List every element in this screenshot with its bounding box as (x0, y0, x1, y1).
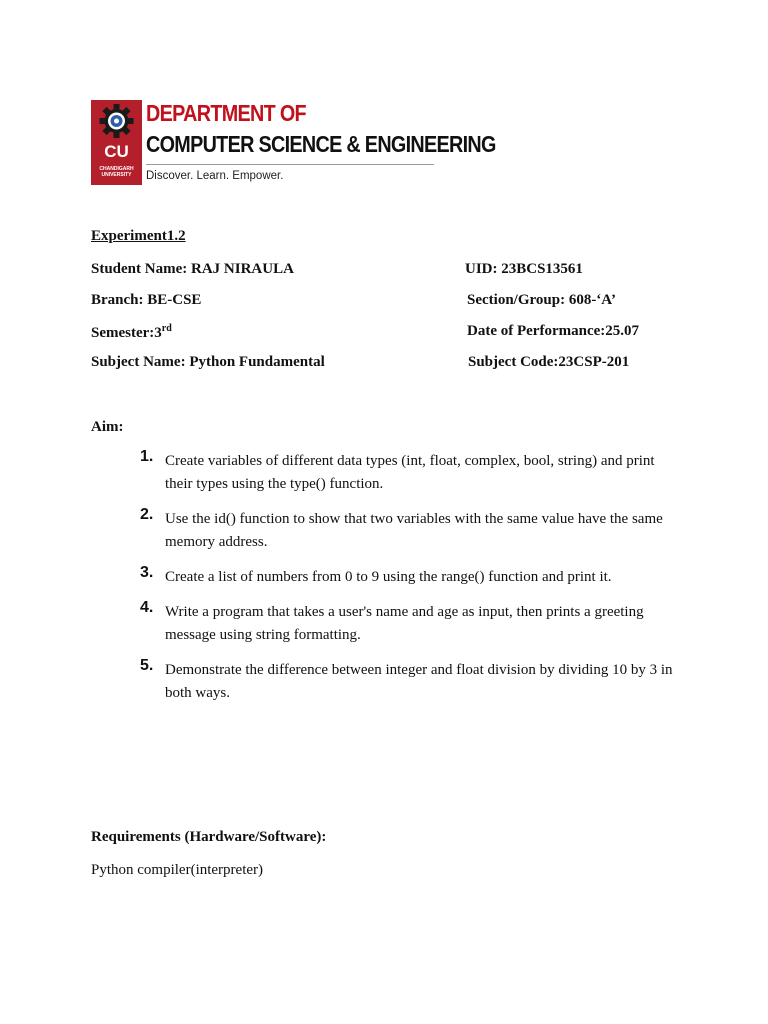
requirements-text: Python compiler(interpreter) (91, 862, 264, 878)
semester (91, 323, 172, 342)
aim-text: Write a program that takes a user's name and age as input, then prints a greeting message using string formatting. (165, 604, 644, 643)
branch: Branch: BE-CSE (91, 292, 202, 308)
section-group: Section/Group: 608-‘A’ (467, 292, 617, 308)
header-divider (146, 164, 434, 165)
aim-item-2 (140, 508, 700, 554)
aim-number: 1. (140, 448, 154, 465)
date-of-performance: Date of Performance:25.07 (467, 323, 640, 339)
aim-number: 4. (140, 599, 154, 616)
semester-suffix: rd (161, 323, 172, 334)
aim-text: Create a list of numbers from 0 to 9 using the range() function and print it. (165, 569, 612, 585)
aim-number: 5. (140, 657, 154, 674)
student-name: Student Name: RAJ NIRAULA (91, 261, 294, 277)
aim-item-4 (140, 601, 700, 647)
subject-code: Subject Code:23CSP-201 (468, 354, 630, 370)
department-header (91, 100, 496, 186)
aim-item-1 (140, 450, 700, 496)
aim-text: Use the id() function to show that two variables with the same value have the same memory address. (165, 511, 663, 550)
semester-value: Semester:3 (91, 325, 162, 341)
requirements-heading: Requirements (Hardware/Software): (91, 829, 327, 845)
gear-emblem-icon (91, 100, 142, 144)
subject-name: Subject Name: Python Fundamental (91, 354, 325, 370)
student-uid: UID: 23BCS13561 (465, 261, 583, 277)
aim-text: Demonstrate the difference between integer and float division by dividing 10 by 3 in both ways. (165, 662, 673, 701)
logo-university-text: CHANDIGARH UNIVERSITY (99, 166, 134, 178)
aim-item-5 (140, 659, 700, 705)
aim-heading: Aim: (91, 419, 124, 435)
department-title-line1: DEPARTMENT OF (146, 100, 306, 126)
logo-cu-text: CU (104, 142, 129, 161)
experiment-title: Experiment1.2 (91, 228, 186, 244)
aim-number: 2. (140, 506, 154, 523)
aim-list (140, 450, 700, 717)
department-title-line2: COMPUTER SCIENCE & ENGINEERING (146, 131, 496, 157)
tagline: Discover. Learn. Empower. (146, 170, 284, 182)
aim-number: 3. (140, 564, 154, 581)
aim-item-3 (140, 566, 700, 589)
aim-text: Create variables of different data types (int, float, complex, bool, string) and print their types using the type() function. (165, 453, 655, 492)
university-logo (91, 100, 142, 185)
